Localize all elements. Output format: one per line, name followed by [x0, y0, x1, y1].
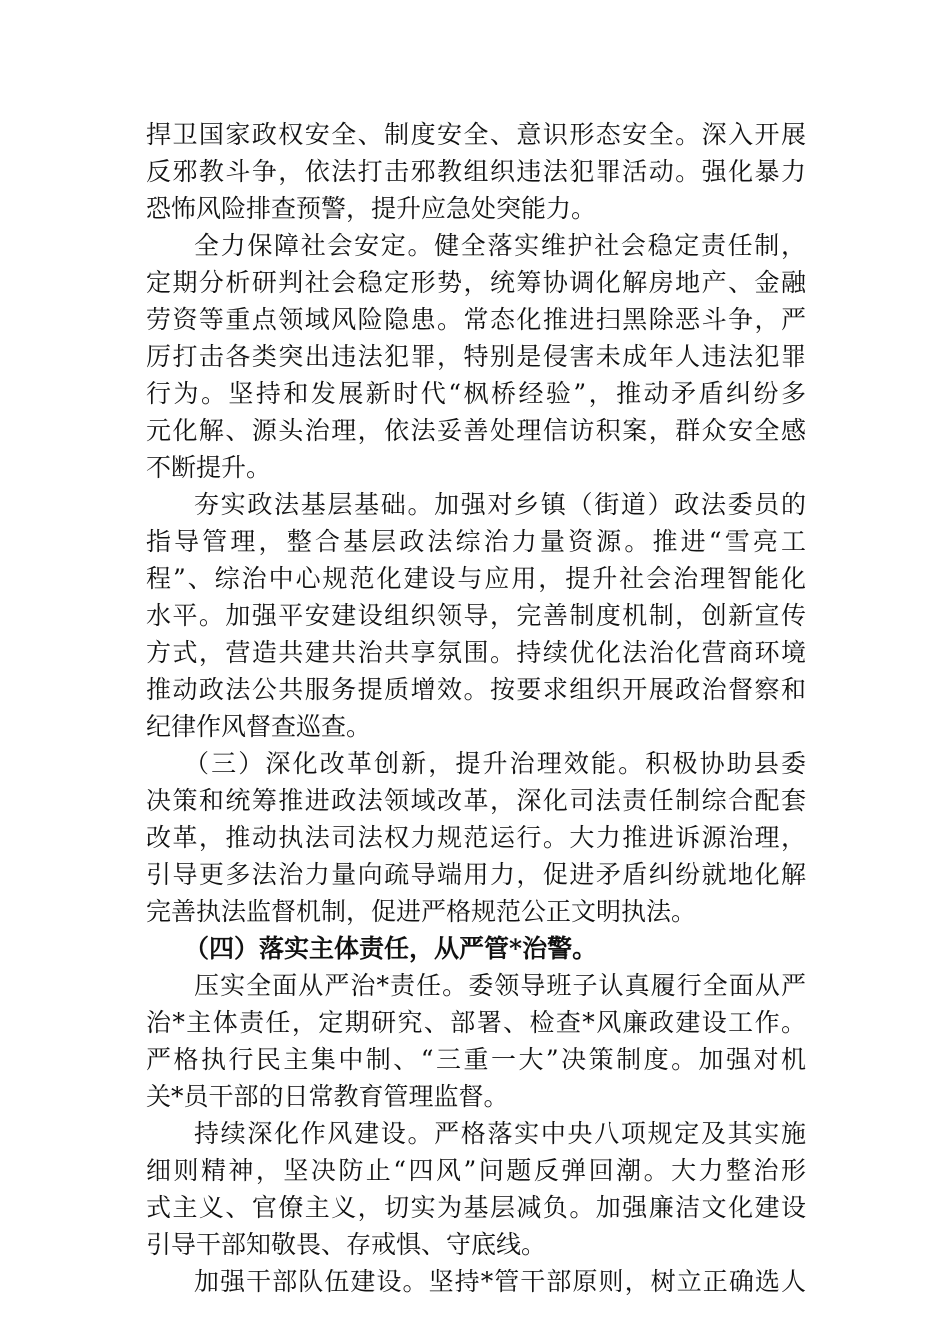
document-text-line: 压实全面从严治*责任。委领导班子认真履行全面从严	[194, 971, 806, 1000]
document-text-line: 方式，营造共建共治共享氛围。持续优化法治化营商环境	[146, 638, 806, 667]
document-text-line: 全力保障社会安定。健全落实维护社会稳定责任制，	[194, 231, 806, 260]
document-text-line: 不断提升。	[146, 453, 272, 482]
document-text-line: 恐怖风险排查预警，提升应急处突能力。	[146, 194, 597, 223]
document-text-line: 式主义、官僚主义，切实为基层减负。加强廉洁文化建设	[146, 1193, 806, 1222]
document-text-line: 引导更多法治力量向疏导端用力，促进矛盾纠纷就地化解	[146, 860, 806, 889]
document-text-line: 改革，推动执法司法权力规范运行。大力推进诉源治理，	[146, 823, 806, 852]
document-text-line: 严格执行民主集中制、“三重一大”决策制度。加强对机	[146, 1045, 806, 1074]
document-text-line: 推动政法公共服务提质增效。按要求组织开展政治督察和	[146, 675, 806, 704]
document-text-line: 纪律作风督查巡查。	[146, 712, 372, 741]
document-text-line: 厉打击各类突出违法犯罪，特别是侵害未成年人违法犯罪	[146, 342, 806, 371]
document-text-line: 水平。加强平安建设组织领导，完善制度机制，创新宣传	[146, 601, 806, 630]
document-text-line: 元化解、源头治理，依法妥善处理信访积案，群众安全感	[146, 416, 806, 445]
document-text-line: 指导管理，整合基层政法综治力量资源。推进“雪亮工	[146, 527, 806, 556]
document-text-line: 关*员干部的日常教育管理监督。	[146, 1082, 509, 1111]
document-text-line: 捍卫国家政权安全、制度安全、意识形态安全。深入开展	[146, 120, 806, 149]
document-text-line: 决策和统筹推进政法领域改革，深化司法责任制综合配套	[146, 786, 806, 815]
document-text-line: 完善执法监督机制，促进严格规范公正文明执法。	[146, 897, 697, 926]
document-text-line: （三）深化改革创新，提升治理效能。积极协助县委	[184, 749, 806, 778]
document-text-line: 治*主体责任，定期研究、部署、检查*风廉政建设工作。	[146, 1008, 806, 1037]
document-text-line: 反邪教斗争，依法打击邪教组织违法犯罪活动。强化暴力	[146, 157, 806, 186]
document-text-line: 程”、综治中心规范化建设与应用，提升社会治理智能化	[146, 564, 806, 593]
document-text-line: （四）落实主体责任，从严管*治警。	[184, 934, 598, 963]
document-body	[146, 116, 806, 1300]
document-text-line: 加强干部队伍建设。坚持*管干部原则，树立正确选人	[194, 1267, 806, 1296]
document-text-line: 定期分析研判社会稳定形势，统筹协调化解房地产、金融	[146, 268, 806, 297]
document-text-line: 劳资等重点领域风险隐患。常态化推进扫黑除恶斗争，严	[146, 305, 806, 334]
document-text-line: 细则精神，坚决防止“四风”问题反弹回潮。大力整治形	[146, 1156, 806, 1185]
document-text-line: 持续深化作风建设。严格落实中央八项规定及其实施	[194, 1119, 806, 1148]
document-text-line: 行为。坚持和发展新时代“枫桥经验”，推动矛盾纠纷多	[146, 379, 806, 408]
document-text-line: 夯实政法基层基础。加强对乡镇（街道）政法委员的	[194, 490, 806, 519]
document-text-line: 引导干部知敬畏、存戒惧、守底线。	[146, 1230, 547, 1259]
